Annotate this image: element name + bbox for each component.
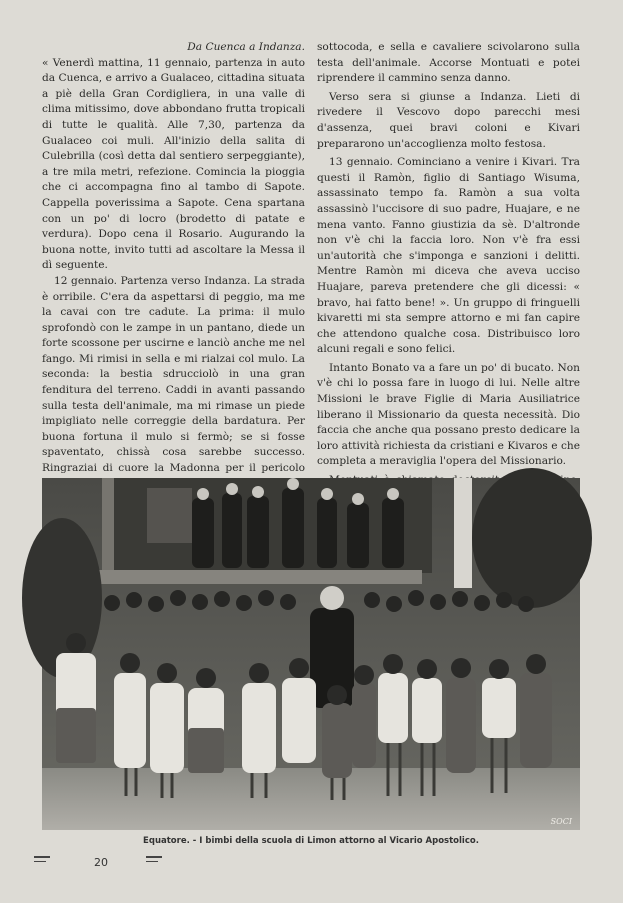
- page-footer: [34, 856, 234, 872]
- left-column: [42, 40, 305, 475]
- group-photo-illustration: [42, 478, 580, 830]
- right-paragraph-2: Verso sera si giunse a Indanza. Lieti di rivedere il Vescovo dopo parecchi mesi d'assenza, quei bravi coloni e Kivari prepararono un'accoglienza molto festosa.: [317, 90, 580, 150]
- footer-ornament-left-icon: [34, 856, 54, 868]
- right-column: [317, 40, 580, 468]
- left-paragraph-1: « Venerdì mattina, 11 gennaio, partenza in auto da Cuenca, e arrivo a Gualaceo, cittadina situata a piè della Gran Cordigliera, in una valle di clima mitissimo, dove abbondano frutta tropicali di tutte le qualità. Alle 7,30, partenza da Gualaceo coi muli. All'inizio della salita di Culebrilla (così detta dal sentiero serpeggiante), a tre mila metri, refezione. Comincia la pioggia che ci accompagna fino al tambo di Sapote. Cappella poverissima a Sapote. Cena spartana con un po' di locro (brodetto di patate e verdura). Dopo cena il Rosario. Augurando la buona notte, invito tutti ad ascoltare la Messa il dì seguente.: [42, 56, 305, 272]
- right-paragraph-4: Intanto Bonato va a fare un po' di bucato. Non v'è chi lo possa fare in luogo di lui. Nelle altre Missioni le brave Figlie di Maria Ausiliatrice liberano il Missionario da questa necessità. Dio faccia che anche qua possano presto dedicare la loro attività richiesta da cristiani e Kivaros e che completa a meraviglia l'opera del Missionario.: [317, 361, 580, 468]
- left-paragraph-2: 12 gennaio. Partenza verso Indanza. La strada è orribile. C'era da aspettarsi di peggio, ma me la cavai con tre cadute. La prima: il mulo sprofondò con le zampe in un pantano, diede un forte scossone per uscirne e lanciò anche me nel fango. Mi rimisi in sella e mi rialzai col mulo. La seconda: la bestia sdrucciolò in una gran fenditura del terreno. Caddi in avanti passando sulla testa dell'animale, ma mi rimase un piede impigliato nelle correggie della bardatura. Per buona fortuna il mulo si fermò; se si fosse spaventato, chissà cosa sarebbe successo. Ringraziai di cuore la Madonna per il pericolo: [42, 274, 305, 475]
- footer-ornament-right-icon: [146, 856, 166, 868]
- group-photo: [42, 478, 580, 830]
- photo-signature: SOCI: [550, 817, 572, 826]
- page-number: 20: [94, 856, 108, 869]
- right-paragraph-1: sottocoda, e sella e cavaliere scivolarono sulla testa dell'animale. Accorse Montuati e potei riprendere il cammino senza danno.: [317, 41, 580, 85]
- right-paragraph-3: 13 gennaio. Cominciano a venire i Kivari. Tra questi il Ramòn, figlio di Santiago Wisuma, assassinato tempo fa. Ramòn a sua volta assassinò l'uccisore di suo padre, Huajare, e ne mena vanto. Fanno giustizia da sè. D'altronde non v'è chi la faccia loro. Non v'è fra essi un'autorità che s'imponga e sanzioni i delitti. Mentre Ramòn mi diceva che aveva ucciso Huajare, pareva pretendere che gli dicessi: « bravo, hai fatto bene! ». Un gruppo di fringuelli kivaretti mi sta sempre attorno e mi fan capire che attendono qualche cosa. Distribuisco loro alcuni regali e sono felici.: [317, 156, 580, 356]
- section-title: Da Cuenca a Indanza.: [187, 41, 305, 53]
- photo-caption: Equatore. - I bimbi della scuola di Limon attorno al Vicario Apostolico.: [143, 836, 479, 846]
